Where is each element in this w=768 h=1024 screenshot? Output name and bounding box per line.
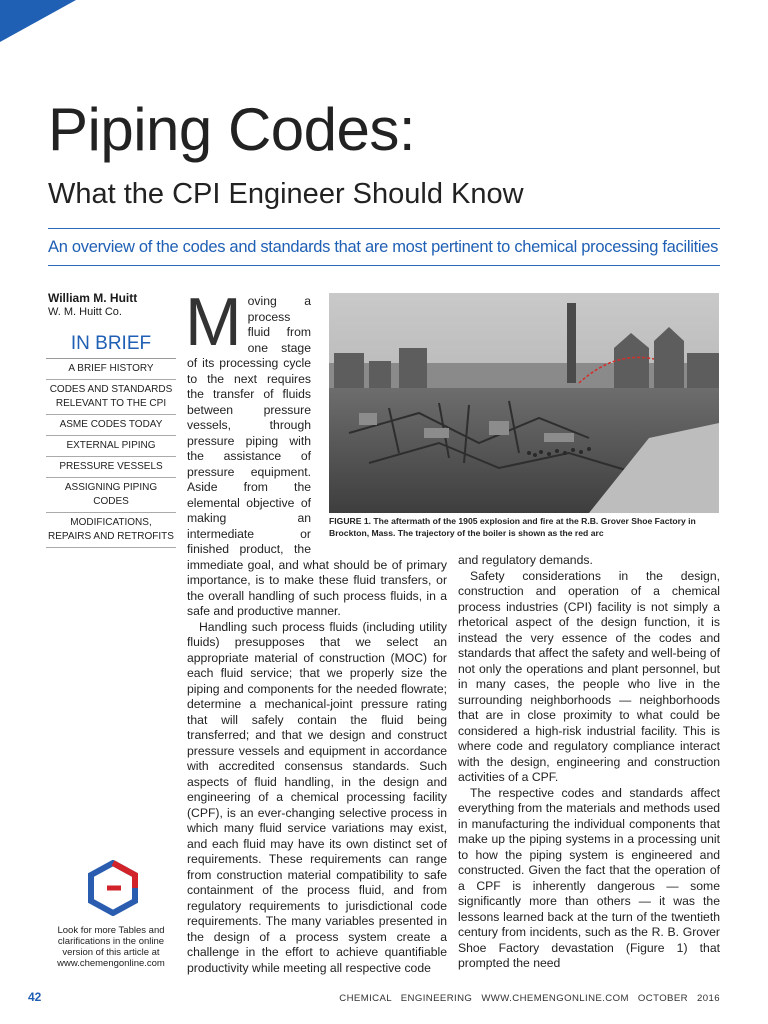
in-brief-heading: IN BRIEF bbox=[46, 333, 176, 359]
deck-bottom-rule bbox=[48, 265, 720, 266]
in-brief-item: MODIFICATIONS, REPAIRS AND RETROFITS bbox=[46, 513, 176, 548]
article-column-2 bbox=[458, 553, 720, 972]
online-version-note: Look for more Tables and clarifications in the online version of this article at www.chemengonline.com bbox=[57, 925, 165, 969]
author-affiliation: W. M. Huitt Co. bbox=[48, 306, 122, 318]
paragraph: Safety considerations in the design, construction and operation of a chemical process industries (CPI) facility is not simply a rhetorical aspect of the design function, it is instead the very essence of the codes and standards that affect the safety and well-being of not only the operations and plant personnel, but in many cases, the people who live in the surrounding neighborhoods — neighborhoods that are in close proximity to what could be considered a high-risk industrial facility. This is where code and regulatory compliance interact with the design, engineering and construction activities of a CPF. bbox=[458, 568, 720, 784]
article-title: Piping Codes: bbox=[48, 96, 416, 163]
in-brief-item: ASSIGNING PIPING CODES bbox=[46, 478, 176, 513]
page-number: 42 bbox=[28, 990, 42, 1004]
figure-1-caption: FIGURE 1. The aftermath of the 1905 explosion and fire at the R.B. Grover Shoe Factory in Brockton, Mass. The trajectory of the boiler is shown as the red arc bbox=[329, 516, 696, 538]
figure-1-photo bbox=[329, 293, 719, 513]
ce-logo-icon bbox=[87, 860, 139, 916]
in-brief-item: CODES AND STANDARDS RELEVANT TO THE CPI bbox=[46, 380, 176, 415]
factory-ruins-illustration bbox=[329, 293, 719, 513]
smokestack bbox=[567, 303, 576, 383]
paragraph: and regulatory demands. bbox=[458, 553, 593, 567]
chemical-engineering-logo bbox=[87, 860, 139, 921]
corner-accent bbox=[0, 0, 76, 42]
paragraph: oving a process fluid from one stage of its processing cycle to the next requires the transfer of fluids between pressure vessels, through pressure piping with the assistance of pressure equipment. Aside from the elemental objective of making an intermediate or finished product, the immediate goal, and what should be of primary importance, is to make these fluid transfers, or the overall handling of such process fluids, in a safe and productive manner. bbox=[187, 294, 447, 618]
article-subtitle: What the CPI Engineer Should Know bbox=[48, 178, 524, 210]
deck-top-rule bbox=[48, 228, 720, 229]
in-brief-item: A BRIEF HISTORY bbox=[46, 359, 176, 380]
in-brief-item: EXTERNAL PIPING bbox=[46, 436, 176, 457]
paragraph: The respective codes and standards affect everything from the materials and methods used in manufacturing the individual components that make up the piping systems in a processing unit to how the piping system is engineered and constructed. Given the fact that the operation of a CPF is inherently dangerous — some significantly more than others — it was the lessons learned back at the turn of the twentieth century from incidents, such as the R. B. Grover Shoe Factory devastation (Figure 1) that prompted the need bbox=[458, 785, 720, 970]
in-brief-box bbox=[46, 333, 176, 548]
author-name: William M. Huitt bbox=[48, 291, 138, 305]
in-brief-item: ASME CODES TODAY bbox=[46, 415, 176, 436]
drop-cap: M bbox=[185, 284, 242, 360]
paragraph: Handling such process fluids (including utility fluids) presupposes that we select an appropriate material of construction (MOC) for each fluid service; that we properly size the piping and components for the needed flowrate; determine a mechanical-joint pressure rating that will safely contain the fluid being transferred; and that we design and construct pressure vessels and equipment in accordance with accredited consensus standards. Such aspects of fluid handling, in the design and engineering of a chemical processing facility (CPF), is an ever-changing selective process in which many fluid service variations may exist, and each fluid may have its own distinct set of requirements. These requirements can range from construction material compatibility to safe containment of the process fluid, and from regulatory requirements to jurisdictional code requirements. The many variables presented in the design of a process system create a challenge in the effort to achieve quantifiable productivity while meeting all respective code bbox=[187, 619, 447, 975]
article-deck: An overview of the codes and standards that are most pertinent to chemical processing facilities bbox=[48, 238, 719, 256]
in-brief-item: PRESSURE VESSELS bbox=[46, 457, 176, 478]
running-footer: CHEMICAL ENGINEERING WWW.CHEMENGONLINE.COM OCTOBER 2016 bbox=[339, 993, 720, 1004]
